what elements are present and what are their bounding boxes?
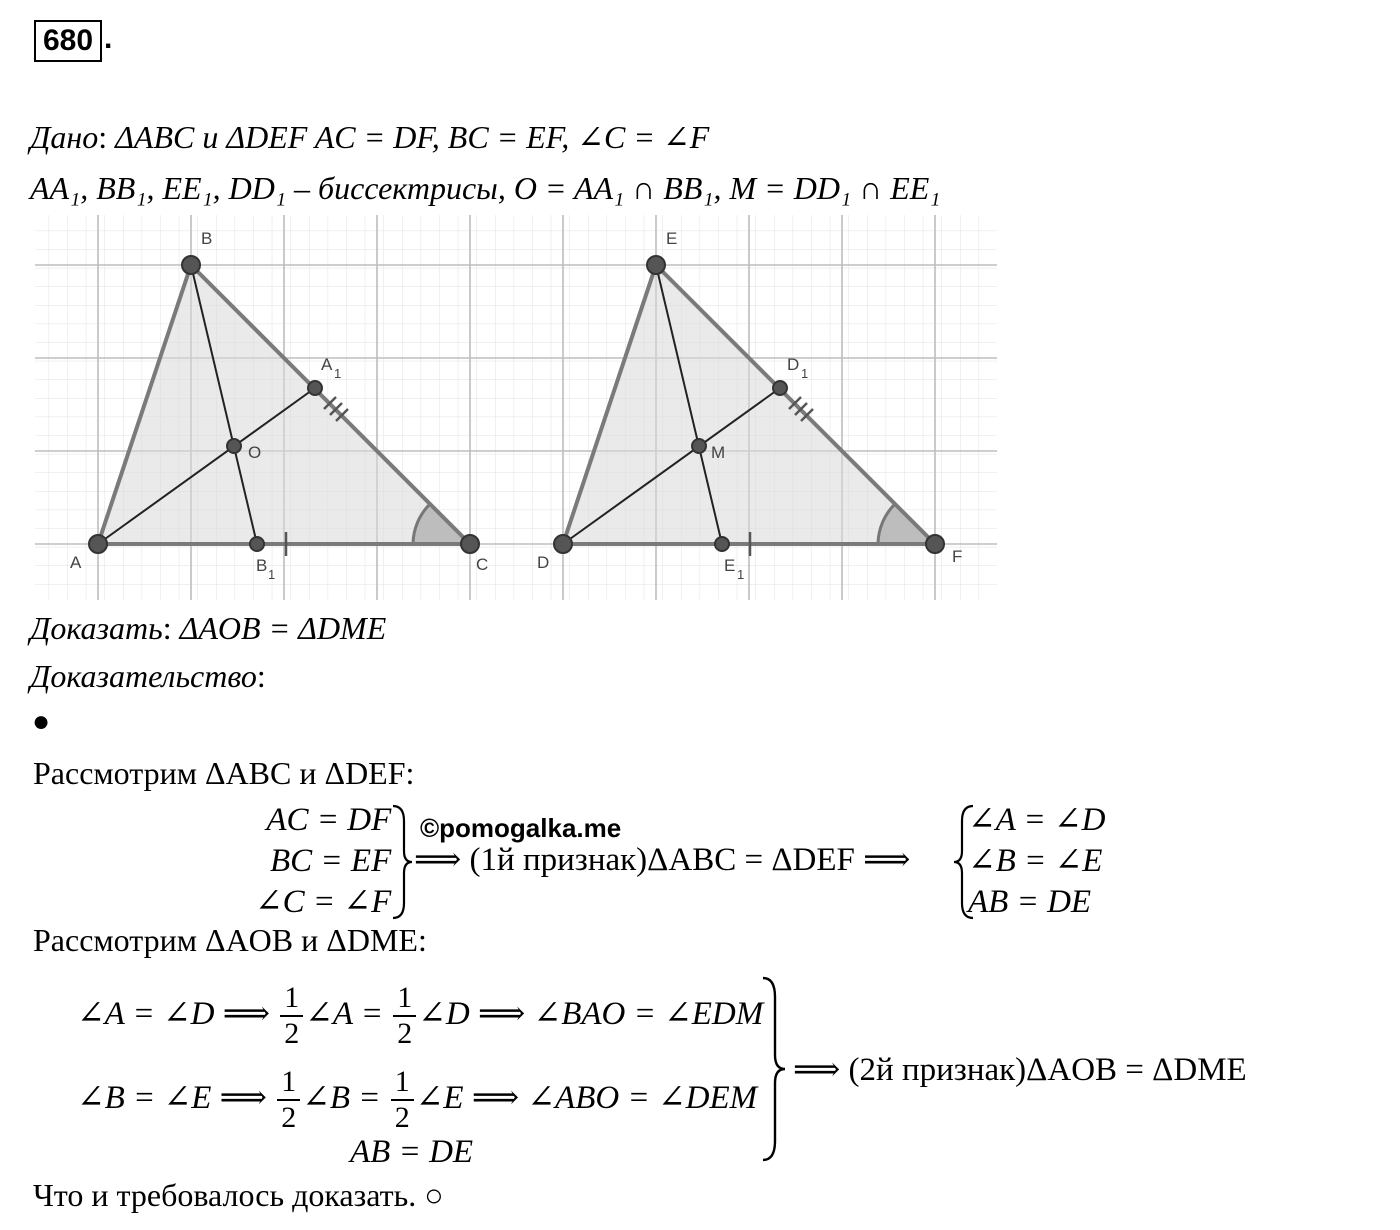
label-e1-sub: 1 (737, 567, 745, 582)
point-e1 (715, 537, 729, 551)
right-brace-1 (390, 803, 414, 921)
proof-label: Доказательство (30, 658, 257, 694)
proof-heading: Доказательство: (30, 658, 266, 694)
given-line-2: AA₁, BB₁, EE₁, DD₁ – биссектрисы, O = AA₁ ∩ BB₁, M = DD₁ ∩ EE₁ (30, 170, 941, 206)
point-a (89, 535, 107, 553)
label-o: O (248, 443, 262, 462)
prove-label: Доказать (30, 610, 163, 646)
step1-cond-2: BC = EF (269, 843, 392, 879)
label-d1-sub: 1 (801, 366, 809, 381)
step1-result: ⟹ (1й признак)ΔABC = ΔDEF ⟹ (414, 842, 911, 878)
step2-result: ⟹ (2й признак)ΔAOB = ΔDME (793, 1052, 1247, 1088)
label-a1: A (321, 355, 333, 374)
label-b1-sub: 1 (268, 567, 276, 582)
label-b: B (201, 229, 213, 248)
right-brace-2 (760, 975, 788, 1163)
bullet: ● (32, 705, 51, 738)
point-a1 (308, 381, 322, 395)
geometry-figure (30, 210, 1000, 605)
point-b1 (250, 537, 264, 551)
problem-number-dot: . (104, 22, 113, 55)
fraction-half: $\frac{1}{2}$ (393, 981, 416, 1051)
step2-intro: Рассмотрим ΔAOB и ΔDME: (33, 922, 427, 958)
step2-row-2: ∠B = ∠E ⟹ $\frac{1}{2}$ ∠B = $\frac{1}{2}$ ∠E ⟹ ∠ABO = ∠DEM (77, 1065, 758, 1135)
label-d1: D (787, 355, 800, 374)
point-d1 (773, 381, 787, 395)
point-d (554, 535, 572, 553)
given-line-1: Дано: ΔABC и ΔDEF AC = DF, BC = EF, ∠C = ∠F (30, 119, 710, 155)
step2-row-3: AB = DE (350, 1134, 474, 1170)
step1-consequences (968, 800, 1105, 923)
point-m (692, 439, 706, 453)
label-a: A (70, 553, 82, 572)
step1-cons-1: ∠A = ∠D (968, 802, 1106, 838)
step2-row-1: ∠A = ∠D ⟹ $\frac{1}{2}$ ∠A = $\frac{1}{2}$ ∠D ⟹ ∠BAO = ∠EDM (77, 981, 764, 1051)
label-d: D (537, 553, 550, 572)
step1-cons-3: AB = DE (968, 884, 1092, 920)
point-o (227, 439, 241, 453)
given-text: ΔABC и ΔDEF AC = DF, BC = EF, ∠C = ∠F (115, 119, 710, 155)
conclusion: Что и требовалось доказать. ○ (33, 1177, 444, 1213)
label-b1: B (256, 556, 268, 575)
problem-number: 680 (34, 20, 102, 62)
step1-intro: Рассмотрим ΔABC и ΔDEF: (33, 755, 415, 791)
point-b (182, 256, 200, 274)
point-c (461, 535, 479, 553)
fraction-half: $\frac{1}{2}$ (391, 1065, 414, 1135)
label-m: M (711, 443, 726, 462)
step1-conditions (255, 800, 391, 923)
label-a1-sub: 1 (334, 366, 342, 381)
prove-line: Доказать: ΔAOB = ΔDME (30, 610, 387, 646)
fraction-half: $\frac{1}{2}$ (277, 1065, 300, 1135)
label-f: F (952, 547, 963, 566)
prove-statement: ΔAOB = ΔDME (179, 610, 387, 646)
fraction-half: $\frac{1}{2}$ (280, 981, 303, 1051)
point-e (647, 256, 665, 274)
point-f (926, 535, 944, 553)
label-e1: E (724, 556, 736, 575)
step1-cons-2: ∠B = ∠E (968, 843, 1103, 879)
given-label: Дано (30, 119, 99, 155)
step1-cond-1: AC = DF (266, 802, 392, 838)
label-c: C (476, 555, 489, 574)
step1-cond-3: ∠C = ∠F (255, 884, 392, 920)
label-e: E (666, 229, 678, 248)
watermark: ©pomogalka.me (420, 813, 622, 843)
